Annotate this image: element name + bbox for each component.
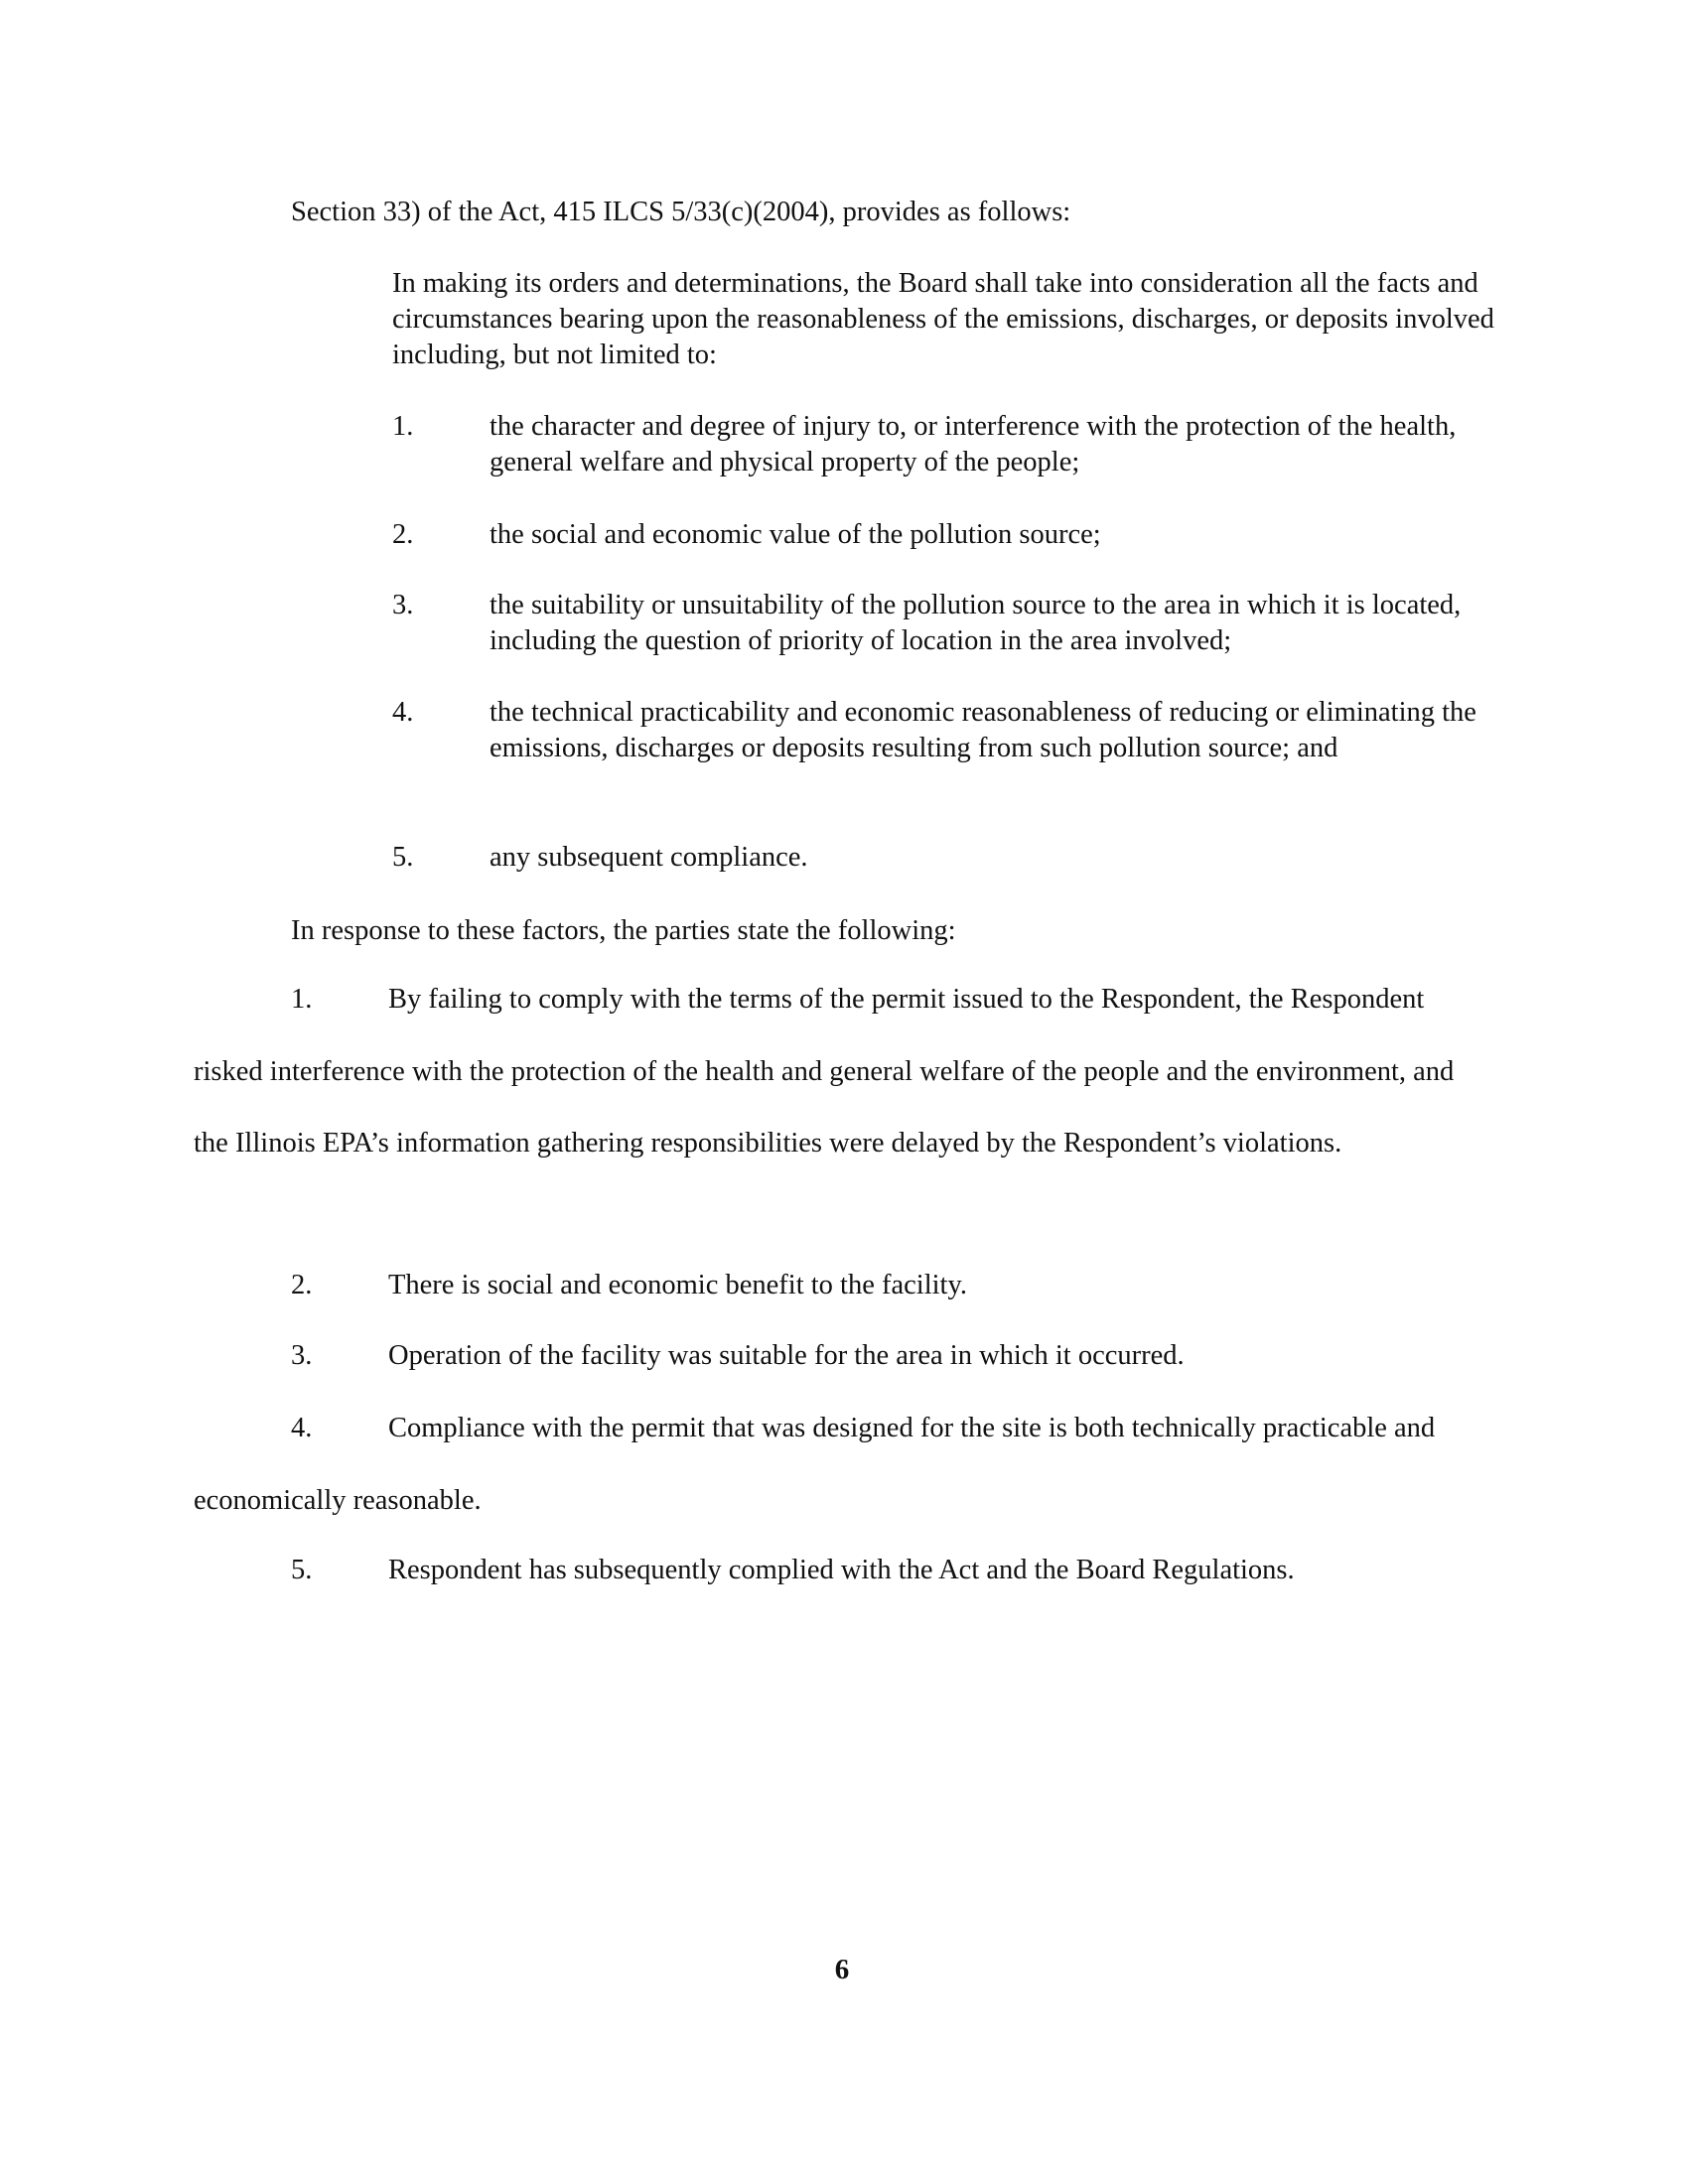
- factor-number: 5.: [392, 842, 414, 873]
- factor-number: 3.: [392, 590, 414, 620]
- factor-number: 1.: [392, 411, 414, 442]
- factor-number: 2.: [392, 519, 414, 550]
- response-paragraph: [194, 964, 1484, 1180]
- response-text: There is social and economic benefit to the facility.: [388, 1270, 967, 1300]
- response-text: Operation of the facility was suitable for the area in which it occurred.: [388, 1340, 1185, 1371]
- response-item: [291, 1268, 967, 1303]
- factor-text: the social and economic value of the pollution source;: [490, 519, 1101, 550]
- intro-line: Section 33) of the Act, 415 ILCS 5/33(c)(2004), provides as follows:: [291, 197, 1071, 227]
- response-number: 4.: [291, 1413, 313, 1443]
- factor-text: the technical practicability and economic reasonableness of reducing or eliminating the emissions, discharges or deposits resulting from such pollution source; and: [490, 697, 1476, 763]
- factor-text: the character and degree of injury to, or interference with the protection of the health, general welfare and physical property of the people;: [490, 411, 1457, 478]
- response-item: [291, 1338, 1185, 1374]
- statute-quote: In making its orders and determinations, the Board shall take into consideration all the facts and circumstances bearing upon the reasonableness of the emissions, discharges, or deposits involved including, but not limited to:: [392, 268, 1494, 370]
- response-intro: In response to these factors, the parties state the following:: [291, 915, 956, 946]
- response-number: 3.: [291, 1340, 313, 1371]
- response-text: Respondent has subsequently complied with the Act and the Board Regulations.: [388, 1555, 1295, 1585]
- response-number: 2.: [291, 1270, 313, 1300]
- response-number: 1.: [291, 984, 313, 1015]
- page-number: 6: [834, 1954, 850, 1985]
- factor-text: any subsequent compliance.: [490, 842, 808, 873]
- response-item: [291, 1553, 1295, 1588]
- response-paragraph: [194, 1393, 1484, 1537]
- factor-text: the suitability or unsuitability of the pollution source to the area in which it is located, including the question of priority of location in the area involved;: [490, 590, 1462, 656]
- response-text: By failing to comply with the terms of the permit issued to the Respondent, the Respondent risked interference with the protection of the health and general welfare of the people and the environment, and the Illinois EPA’s information gathering responsibilities were delayed by the Respondent’s violations.: [194, 984, 1455, 1159]
- factor-number: 4.: [392, 697, 414, 728]
- response-text: Compliance with the permit that was designed for the site is both technically practicable and economically reasonable.: [194, 1413, 1436, 1516]
- response-number: 5.: [291, 1555, 313, 1585]
